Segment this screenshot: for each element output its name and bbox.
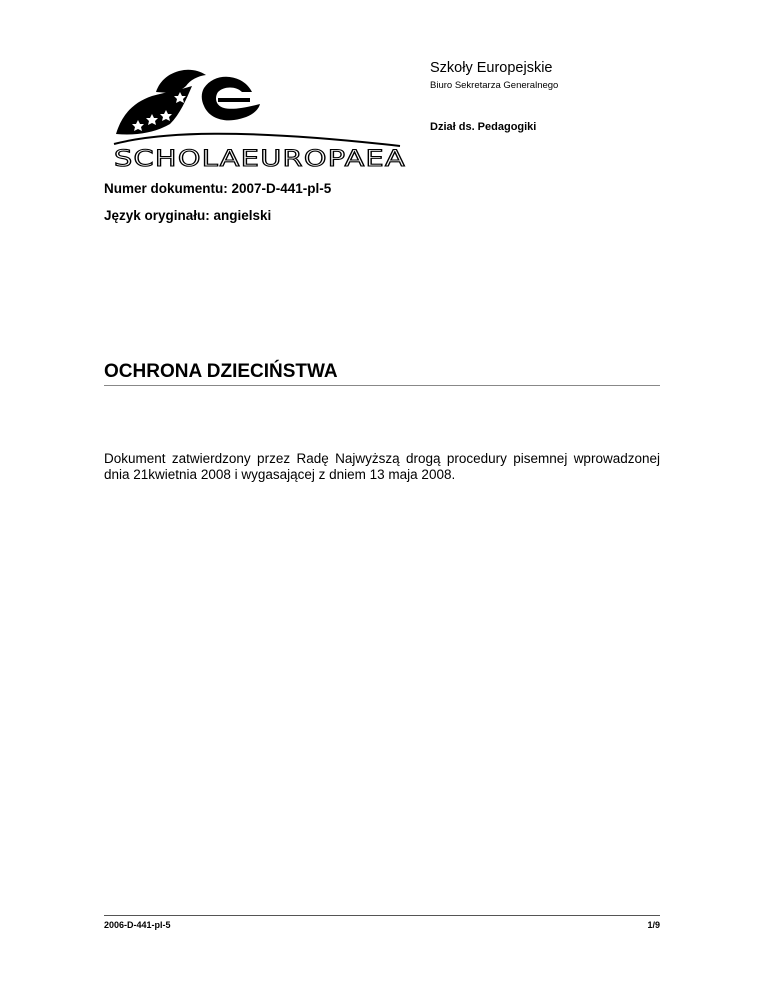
title-underline [104,385,660,386]
document-title: OCHRONA DZIECIŃSTWA [104,361,338,382]
logo-s-shape [156,70,206,93]
org-name: Szkoły Europejskie [430,60,553,76]
org-subtitle: Biuro Sekretarza Generalnego [430,80,559,91]
document-number: Numer dokumentu: 2007-D-441-pl-5 [104,181,332,196]
approval-paragraph: Dokument zatwierdzony przez Radę Najwyższą drogą procedury pisemnej wprowadzonej dnia 21kwietnia 2008 i wygasającej z dniem 13 maja 2008. [104,451,660,482]
page-number: 1/9 [647,920,660,930]
department-label: Dział ds. Pedagogiki [430,121,537,133]
logo-wordmark: SCHOLAEUROPAEA [114,147,406,172]
original-language: Język oryginału: angielski [104,208,272,223]
footer-divider [104,915,660,916]
schola-europaea-logo [100,62,410,174]
footer-reference: 2006-D-441-pl-5 [104,920,171,930]
